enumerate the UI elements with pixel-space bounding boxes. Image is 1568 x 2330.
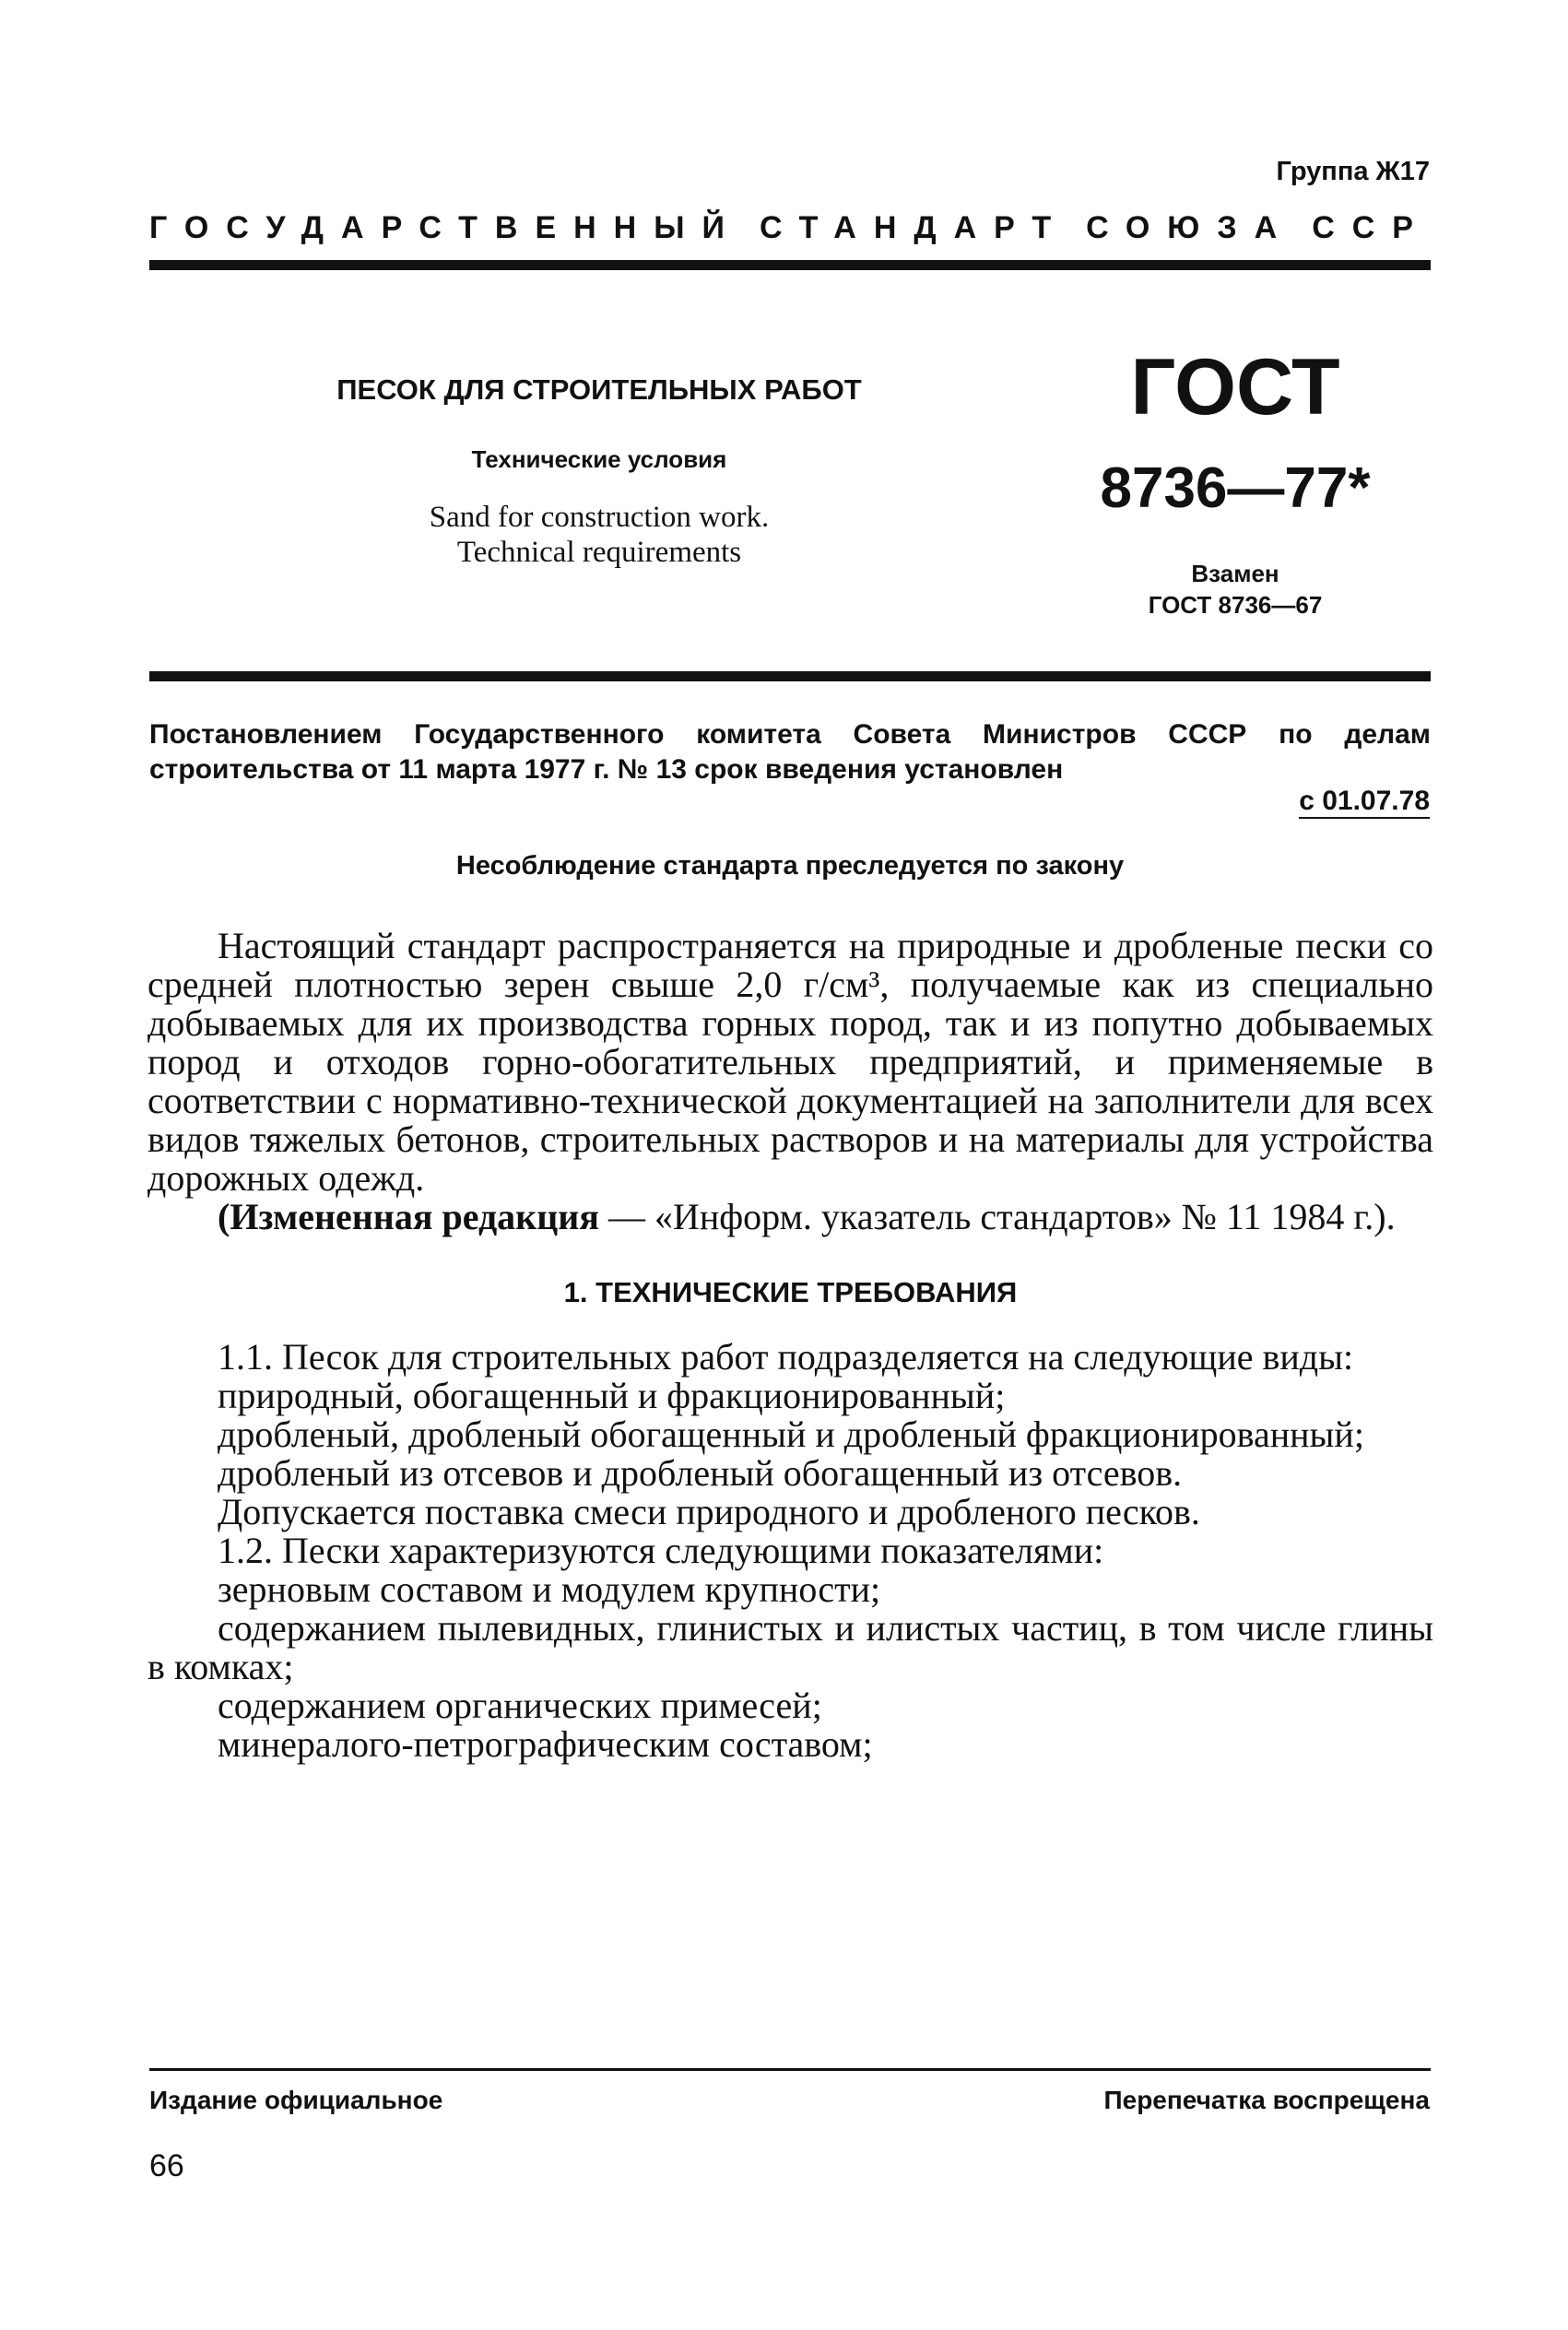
list-item: природный, обогащенный и фракционированный;	[218, 1375, 1006, 1416]
list-item: минералого-петрографическим составом;	[218, 1723, 873, 1765]
amendment-label: (Измененная редакция	[218, 1196, 599, 1237]
clause-1-2: 1.2. Пески характеризуются следующими показателями:	[218, 1530, 1104, 1571]
list-item: содержанием органических примесей;	[218, 1685, 822, 1726]
document-subtitle: Технические условия	[471, 445, 727, 473]
banner-word: ГОСУДАРСТВЕННЫЙ	[149, 210, 742, 245]
clause-1-1: 1.1. Песок для строительных работ подразделяется на следующие виды:	[218, 1336, 1354, 1378]
banner-word: СТАНДАРТ	[759, 210, 1069, 245]
replaces-note	[1042, 558, 1429, 621]
group-code: Группа Ж17	[1276, 157, 1430, 186]
document-body	[147, 927, 1433, 1764]
amendment-text: — «Информ. указатель стандартов» № 11 1984 г.).	[598, 1196, 1396, 1237]
document-title: ПЕСОК ДЛЯ СТРОИТЕЛЬНЫХ РАБОТ	[336, 373, 862, 406]
list-item: Допускается поставка смеси природного и дробленого песков.	[218, 1491, 1200, 1532]
title-block	[277, 373, 922, 570]
page-number: 66	[149, 2148, 184, 2183]
gost-label: ГОСТ	[1130, 343, 1340, 432]
reprint-note: Перепечатка воспрещена	[1103, 2086, 1430, 2114]
title-rule	[149, 671, 1431, 681]
intro-paragraph: Настоящий стандарт распространяется на природные и дробленые пески со средней плотностью зерен свыше 2,0 г/см³, получаемые как из специально добываемых для их производства горных пород, так и из попутно добываемых пород и отходов горно-обогатительных предприятий, и применяемые в соответствии с нормативно-технической документацией на заполнители для всех видов тяжелых бетонов, строительных растворов и на материалы для устройства дорожных одежд.	[147, 925, 1433, 1199]
state-standard-banner	[149, 210, 1431, 246]
list-item: содержанием пылевидных, глинистых и илистых частиц, в том числе глины в комках;	[147, 1607, 1433, 1687]
header-rule	[149, 260, 1431, 270]
decree-text: Постановлением Государственного комитета Совета Министров СССР по делам строительства от 11 марта 1977 г. № 13 срок введения установлен	[149, 719, 1431, 785]
english-title-line: Technical requirements	[456, 536, 742, 569]
list-item: зерновым составом и модулем крупности;	[218, 1568, 881, 1610]
banner-word: ССР	[1312, 210, 1431, 245]
effective-date: с 01.07.78	[1299, 786, 1430, 819]
replaces-label: Взамен	[1191, 560, 1279, 587]
section-title: 1. ТЕХНИЧЕСКИЕ ТРЕБОВАНИЯ	[563, 1276, 1018, 1308]
gost-block	[1042, 343, 1429, 621]
english-title-line: Sand for construction work.	[429, 501, 770, 534]
banner-word: СОЮЗА	[1086, 210, 1295, 245]
gost-number: 8736—77*	[1100, 456, 1371, 520]
amendment-note	[147, 1198, 1433, 1236]
replaces-value: ГОСТ 8736—67	[1148, 591, 1323, 619]
law-notice: Несоблюдение стандарта преследуется по закону	[455, 851, 1125, 881]
list-item: дробленый, дробленый обогащенный и дробленый фракционированный;	[218, 1413, 1364, 1455]
english-title	[277, 500, 922, 570]
edition-note: Издание официальное	[149, 2086, 443, 2114]
list-item: дробленый из отсевов и дробленый обогащенный из отсевов.	[218, 1452, 1183, 1494]
footer-rule	[149, 2068, 1431, 2071]
